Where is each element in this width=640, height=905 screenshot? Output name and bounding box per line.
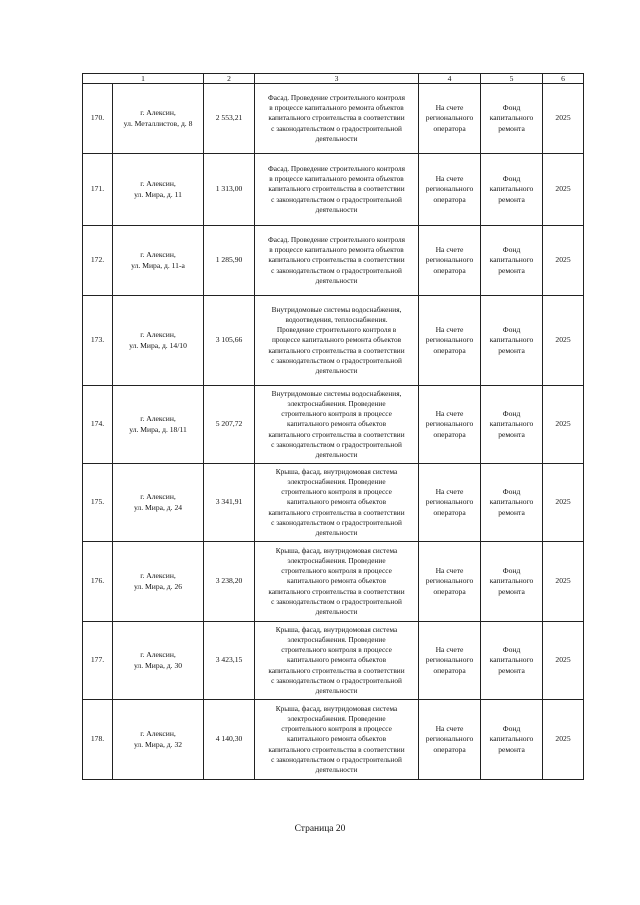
cell-line: На счете — [435, 566, 464, 576]
area-cell: 3 105,66 — [204, 296, 255, 386]
cell-line: деятельности — [315, 275, 358, 285]
cell-line: оператора — [433, 194, 466, 204]
area-cell: 3 423,15 — [204, 622, 255, 700]
address-line: ул. Мира, д. 14/10 — [129, 340, 187, 350]
address-cell — [113, 226, 204, 296]
address-line: ул. Мира, д. 32 — [133, 739, 183, 749]
cell-line: ремонта — [498, 265, 525, 275]
cell-line: оператора — [433, 586, 466, 596]
cell-line: в процессе капитального ремонта объектов — [269, 245, 404, 255]
cell-line: Фонд — [502, 245, 521, 255]
row-number: 174. — [83, 386, 113, 464]
address-cell — [113, 700, 204, 780]
year-cell: 2025 — [543, 154, 584, 226]
cell-line: капитального строительства в соответствии — [268, 507, 405, 517]
cell-line: строительного контроля в процессе — [281, 409, 392, 419]
cell-line: На счете — [435, 409, 464, 419]
cell-line: деятельности — [315, 528, 358, 537]
cell-line: капитального — [489, 497, 534, 507]
cell-line: капитального ремонта объектов — [287, 655, 387, 665]
cell-line: ремонта — [498, 194, 525, 204]
cell-line: деятельности — [315, 686, 358, 695]
cell-line: Фасад. Проведение строительного контроля — [268, 92, 406, 102]
cell-line: Фонд — [502, 409, 521, 419]
cell-line: Крыша, фасад, внутридомовая система — [275, 703, 398, 713]
cell-line: ремонта — [498, 507, 525, 517]
address-cell — [113, 154, 204, 226]
area-cell: 3 341,91 — [204, 464, 255, 542]
address-line: г. Алексин, — [140, 414, 176, 424]
row-number: 176. — [83, 542, 113, 622]
cell-line: Крыша, фасад, внутридомовая система — [275, 466, 398, 476]
address-line: ул. Мира, д. 18/11 — [129, 424, 187, 434]
account-cell — [419, 700, 481, 780]
work-description-cell — [255, 154, 419, 226]
cell-line: капитального ремонта объектов — [287, 734, 387, 744]
cell-line: с законодательством о градостроительной — [271, 123, 402, 133]
cell-line: регионального — [425, 655, 474, 665]
cell-line: строительного контроля в процессе — [281, 724, 392, 734]
account-cell — [419, 464, 481, 542]
address-line: ул. Металлистов, д. 8 — [123, 118, 193, 128]
address-line: г. Алексин, — [140, 330, 176, 340]
account-cell — [419, 226, 481, 296]
cell-line: ремонта — [498, 586, 525, 596]
cell-line: регионального — [425, 497, 474, 507]
header-col-5: 5 — [481, 74, 543, 84]
cell-line: Крыша, фасад, внутридомовая система — [275, 624, 398, 634]
work-description-cell — [255, 386, 419, 464]
header-col-1: 1 — [83, 74, 204, 84]
year-cell: 2025 — [543, 542, 584, 622]
cell-line: деятельности — [315, 450, 358, 459]
cell-line: строительного контроля в процессе — [281, 566, 392, 576]
cell-line: с законодательством о градостроительной — [271, 596, 402, 606]
cell-line: оператора — [433, 507, 466, 517]
area-cell: 1 285,90 — [204, 226, 255, 296]
cell-line: Фонд — [502, 325, 521, 335]
cell-line: На счете — [435, 487, 464, 497]
cell-line: Крыша, фасад, внутридомовая система — [275, 545, 398, 555]
cell-line: процессе капитального ремонта объектов — [271, 335, 402, 345]
cell-line: в процессе капитального ремонта объектов — [269, 103, 404, 113]
table-row — [83, 386, 584, 464]
cell-line: На счете — [435, 724, 464, 734]
page-number: Страница 20 — [294, 824, 346, 834]
cell-line: деятельности — [315, 607, 358, 616]
account-cell — [419, 622, 481, 700]
work-description-cell — [255, 542, 419, 622]
cell-line: капитального — [489, 655, 534, 665]
cell-line: капитального — [489, 184, 534, 194]
fund-cell — [481, 700, 543, 780]
address-line: г. Алексин, — [140, 571, 176, 581]
cell-line: капитального строительства в соответствии — [268, 113, 405, 123]
cell-line: капитального — [489, 255, 534, 265]
account-cell — [419, 386, 481, 464]
cell-line: оператора — [433, 429, 466, 439]
row-number: 173. — [83, 296, 113, 386]
address-line: г. Алексин, — [140, 650, 176, 660]
account-cell — [419, 296, 481, 386]
cell-line: оператора — [433, 744, 466, 754]
cell-line: оператора — [433, 665, 466, 675]
table-row — [83, 84, 584, 154]
cell-line: Проведение строительного контроля в — [276, 325, 397, 335]
cell-line: Фасад. Проведение строительного контроля — [268, 234, 406, 244]
area-cell: 4 140,30 — [204, 700, 255, 780]
repair-schedule-table — [82, 73, 584, 780]
row-number: 172. — [83, 226, 113, 296]
cell-line: капитального — [489, 419, 534, 429]
cell-line: Фонд — [502, 103, 521, 113]
header-col-6: 6 — [543, 74, 584, 84]
address-line: ул. Мира, д. 26 — [133, 581, 183, 591]
document-table-container — [82, 73, 583, 780]
cell-line: капитального строительства в соответствии — [268, 345, 405, 355]
header-col-2: 2 — [204, 74, 255, 84]
cell-line: регионального — [425, 734, 474, 744]
table-row — [83, 622, 584, 700]
address-line: ул. Мира, д. 11 — [134, 189, 182, 199]
cell-line: электроснабжения. Проведение — [287, 555, 386, 565]
table-row — [83, 700, 584, 780]
cell-line: ремонта — [498, 744, 525, 754]
fund-cell — [481, 386, 543, 464]
cell-line: деятельности — [315, 765, 358, 774]
year-cell: 2025 — [543, 622, 584, 700]
cell-line: деятельности — [315, 133, 358, 143]
address-cell — [113, 296, 204, 386]
cell-line: ремонта — [498, 429, 525, 439]
table-row — [83, 154, 584, 226]
cell-line: с законодательством о градостроительной — [271, 439, 402, 449]
header-col-3: 3 — [255, 74, 419, 84]
row-number: 177. — [83, 622, 113, 700]
table-row — [83, 226, 584, 296]
cell-line: с законодательством о градостроительной — [271, 355, 402, 365]
fund-cell — [481, 226, 543, 296]
cell-line: регионального — [425, 255, 474, 265]
address-cell — [113, 464, 204, 542]
cell-line: ремонта — [498, 665, 525, 675]
cell-line: капитального — [489, 335, 534, 345]
address-cell — [113, 84, 204, 154]
cell-line: капитального ремонта объектов — [287, 419, 387, 429]
cell-line: капитального строительства в соответствии — [268, 255, 405, 265]
cell-line: электроснабжения. Проведение — [287, 634, 386, 644]
table-body — [83, 74, 584, 780]
cell-line: капитального — [489, 113, 534, 123]
cell-line: На счете — [435, 174, 464, 184]
area-cell: 5 207,72 — [204, 386, 255, 464]
table-row — [83, 296, 584, 386]
cell-line: оператора — [433, 265, 466, 275]
area-cell: 1 313,00 — [204, 154, 255, 226]
cell-line: регионального — [425, 113, 474, 123]
table-row — [83, 542, 584, 622]
cell-line: Фонд — [502, 566, 521, 576]
table-row — [83, 464, 584, 542]
cell-line: капитального строительства в соответствии — [268, 586, 405, 596]
cell-line: с законодательством о градостроительной — [271, 194, 402, 204]
cell-line: капитального ремонта объектов — [287, 497, 387, 507]
cell-line: в процессе капитального ремонта объектов — [269, 174, 404, 184]
year-cell: 2025 — [543, 226, 584, 296]
cell-line: деятельности — [315, 366, 358, 375]
address-line: г. Алексин, — [140, 492, 176, 502]
cell-line: На счете — [435, 645, 464, 655]
address-line: ул. Мира, д. 11-а — [131, 260, 185, 270]
cell-line: регионального — [425, 419, 474, 429]
cell-line: с законодательством о градостроительной — [271, 517, 402, 527]
row-number: 175. — [83, 464, 113, 542]
cell-line: капитального — [489, 734, 534, 744]
cell-line: На счете — [435, 103, 464, 113]
cell-line: Внутридомовые системы водоснабжения, — [271, 388, 402, 398]
cell-line: оператора — [433, 123, 466, 133]
cell-line: с законодательством о градостроительной — [271, 675, 402, 685]
row-number: 170. — [83, 84, 113, 154]
work-description-cell — [255, 464, 419, 542]
cell-line: регионального — [425, 184, 474, 194]
year-cell: 2025 — [543, 84, 584, 154]
work-description-cell — [255, 296, 419, 386]
fund-cell — [481, 464, 543, 542]
cell-line: регионального — [425, 576, 474, 586]
cell-line: Фонд — [502, 645, 521, 655]
address-line: г. Алексин, — [140, 250, 176, 260]
address-line: ул. Мира, д. 30 — [133, 660, 183, 670]
fund-cell — [481, 542, 543, 622]
cell-line: Фонд — [502, 174, 521, 184]
address-line: г. Алексин, — [140, 729, 176, 739]
header-col-4: 4 — [419, 74, 481, 84]
fund-cell — [481, 622, 543, 700]
cell-line: капитального строительства в соответствии — [268, 184, 405, 194]
cell-line: капитального строительства в соответствии — [268, 665, 405, 675]
cell-line: электроснабжения. Проведение — [287, 713, 386, 723]
cell-line: с законодательством о градостроительной — [271, 265, 402, 275]
cell-line: капитального ремонта объектов — [287, 576, 387, 586]
address-line: г. Алексин, — [140, 179, 176, 189]
address-line: г. Алексин, — [140, 108, 176, 118]
work-description-cell — [255, 700, 419, 780]
address-cell — [113, 622, 204, 700]
row-number: 178. — [83, 700, 113, 780]
cell-line: капитального строительства в соответствии — [268, 744, 405, 754]
cell-line: На счете — [435, 245, 464, 255]
cell-line: водоотведения, теплоснабжения. — [285, 314, 388, 324]
year-cell: 2025 — [543, 386, 584, 464]
cell-line: электроснабжения. Проведение — [287, 398, 386, 408]
fund-cell — [481, 296, 543, 386]
cell-line: Фонд — [502, 487, 521, 497]
area-cell: 3 238,20 — [204, 542, 255, 622]
cell-line: строительного контроля в процессе — [281, 487, 392, 497]
cell-line: электроснабжения. Проведение — [287, 476, 386, 486]
cell-line: Внутридомовые системы водоснабжения, — [271, 304, 402, 314]
cell-line: оператора — [433, 345, 466, 355]
address-cell — [113, 542, 204, 622]
cell-line: капитального — [489, 576, 534, 586]
year-cell: 2025 — [543, 700, 584, 780]
address-cell — [113, 386, 204, 464]
cell-line: Фасад. Проведение строительного контроля — [268, 163, 406, 173]
account-cell — [419, 154, 481, 226]
cell-line: строительного контроля в процессе — [281, 645, 392, 655]
account-cell — [419, 542, 481, 622]
header-row — [83, 74, 584, 84]
cell-line: деятельности — [315, 204, 358, 214]
work-description-cell — [255, 226, 419, 296]
work-description-cell — [255, 622, 419, 700]
cell-line: регионального — [425, 335, 474, 345]
cell-line: ремонта — [498, 123, 525, 133]
year-cell: 2025 — [543, 464, 584, 542]
cell-line: капитального строительства в соответствии — [268, 429, 405, 439]
account-cell — [419, 84, 481, 154]
fund-cell — [481, 154, 543, 226]
cell-line: с законодательством о градостроительной — [271, 754, 402, 764]
work-description-cell — [255, 84, 419, 154]
cell-line: Фонд — [502, 724, 521, 734]
cell-line: ремонта — [498, 345, 525, 355]
area-cell: 2 553,21 — [204, 84, 255, 154]
cell-line: На счете — [435, 325, 464, 335]
year-cell: 2025 — [543, 296, 584, 386]
address-line: ул. Мира, д. 24 — [133, 502, 183, 512]
row-number: 171. — [83, 154, 113, 226]
fund-cell — [481, 84, 543, 154]
